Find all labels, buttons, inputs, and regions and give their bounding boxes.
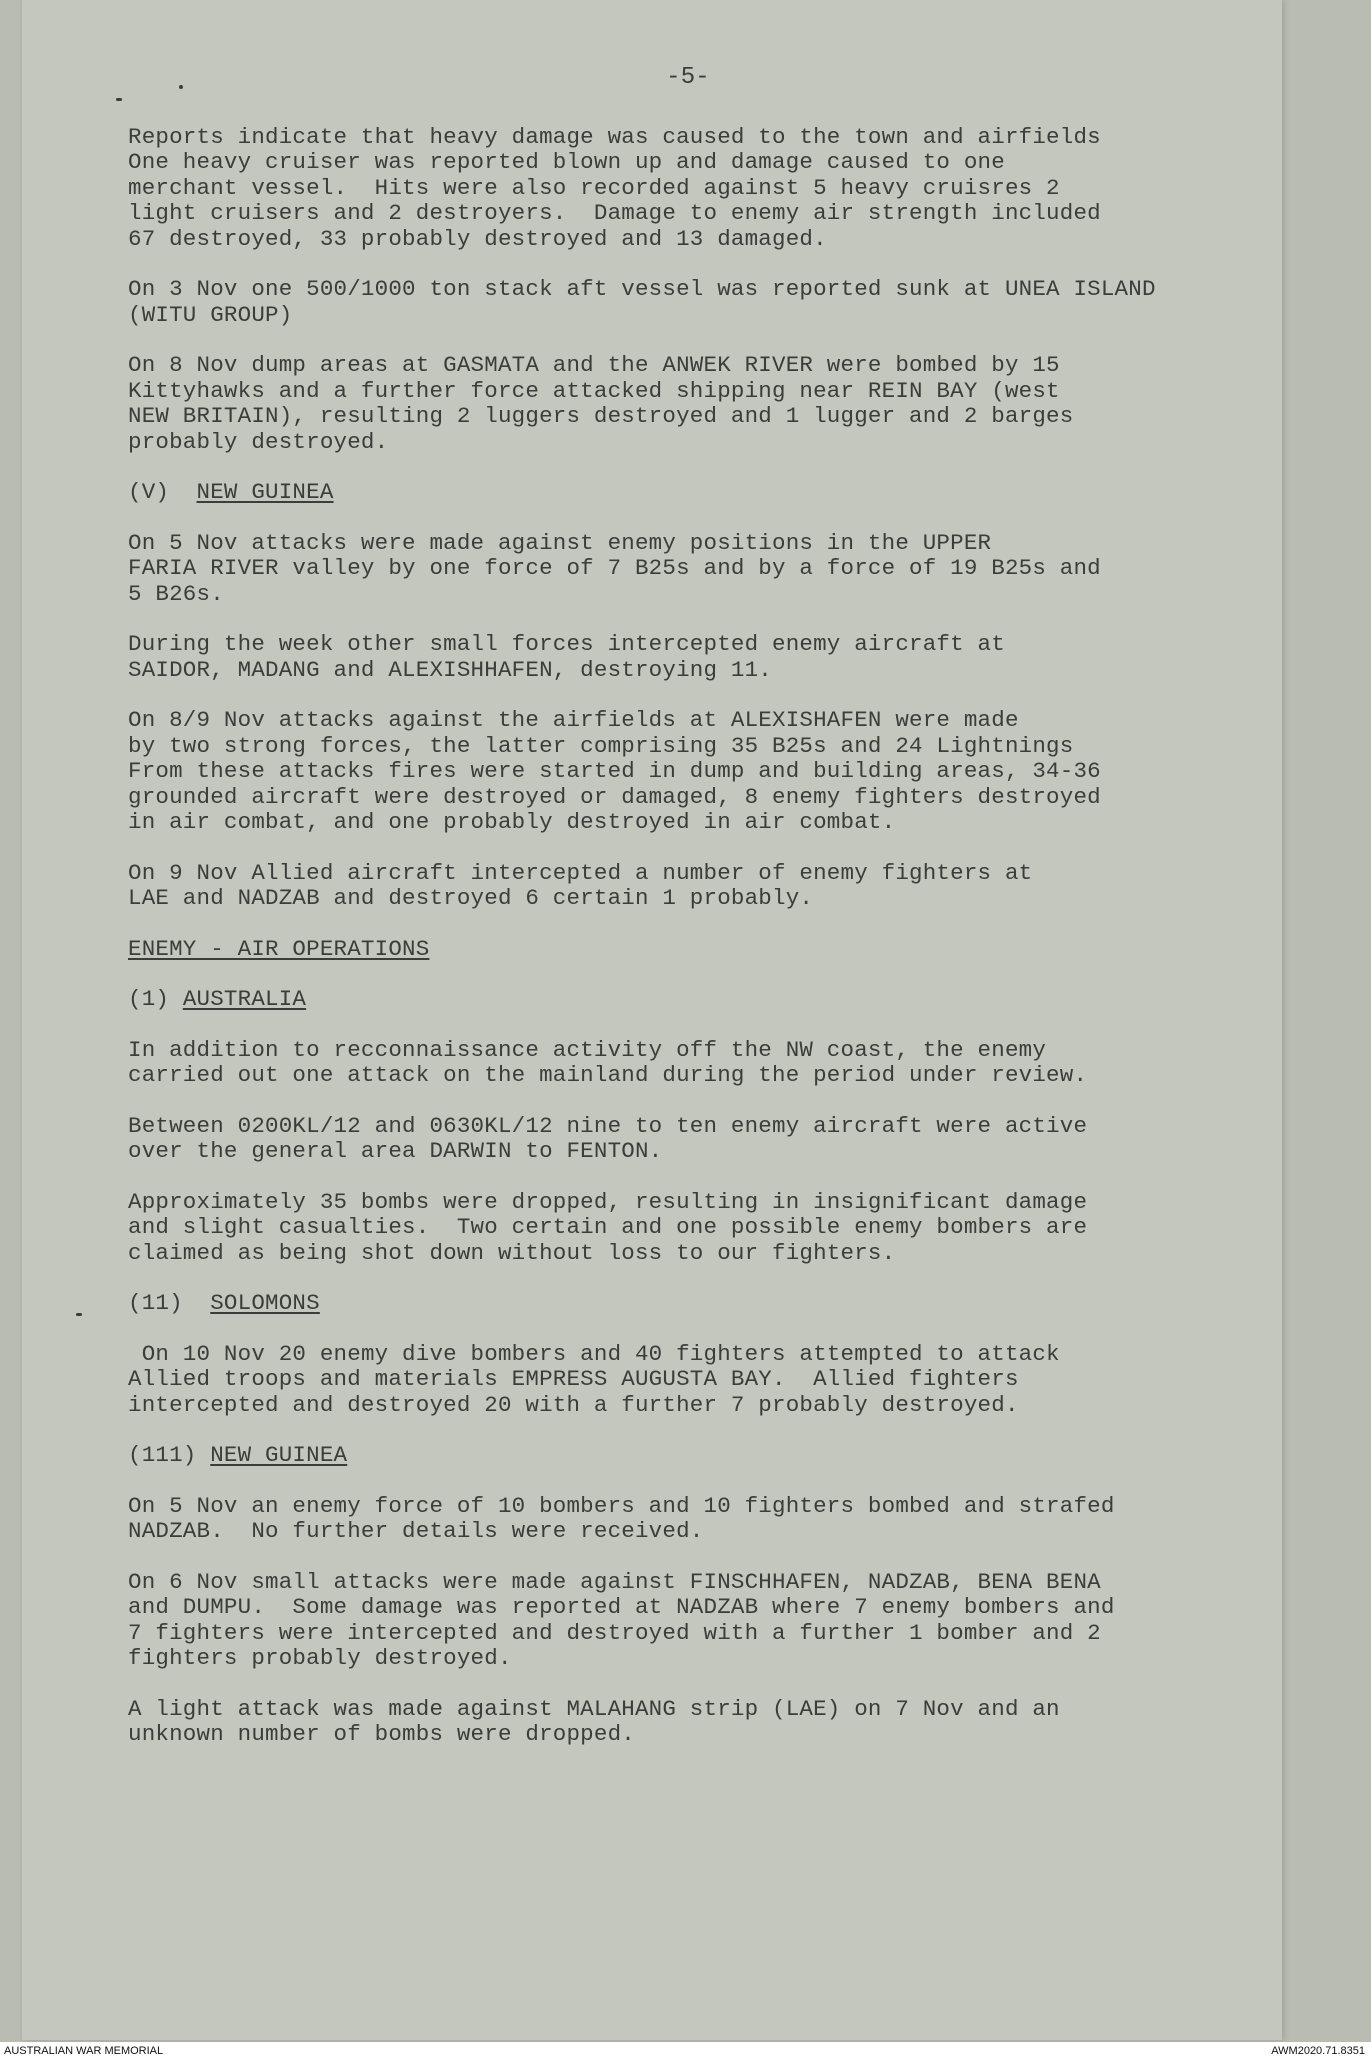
section-heading-v (128, 480, 1248, 506)
section-heading-11 (128, 1291, 1248, 1317)
section-number: (11) (128, 1290, 183, 1316)
paragraph-darwin: Between 0200KL/12 and 0630KL/12 nine to ten enemy aircraft were active over the general area DARWIN to FENTON. (128, 1112, 1088, 1164)
paragraph-lae-nadzab: On 9 Nov Allied aircraft intercepted a number of enemy fighters at LAE and NADZAB and destroyed 6 certain 1 probably. (128, 859, 1033, 911)
document-body (128, 65, 1248, 1773)
paragraph-saidor: During the week other small forces intercepted enemy aircraft at SAIDOR, MADANG and ALEXISHHAFEN, destroying 11. (128, 631, 1005, 683)
page-number: -5- (666, 64, 710, 91)
binding-mark (76, 1313, 82, 1316)
paragraph-unea-island: On 3 Nov one 500/1000 ton stack aft vessel was reported sunk at UNEA ISLAND (WITU GROUP) (128, 276, 1156, 328)
archive-reference: AWM2020.71.8351 (1271, 2045, 1365, 2057)
archive-name: AUSTRALIAN WAR MEMORIAL (4, 2045, 164, 2057)
paragraph-gasmata: On 8 Nov dump areas at GASMATA and the ANWEK RIVER were bombed by 15 Kittyhawks and a further force attacked shipping near REIN BAY (west NEW BRITAIN), resulting 2 luggers destroyed and 1 lugger and 2 barges probably destroyed. (128, 352, 1074, 455)
section-title: AUSTRALIA (182, 986, 307, 1012)
enemy-operations-heading: ENEMY - AIR OPERATIONS (128, 935, 430, 962)
section-title: NEW GUINEA (196, 479, 334, 505)
section-title: NEW GUINEA (210, 1442, 348, 1468)
archive-footer (0, 2042, 1371, 2061)
paragraph-nadzab-strafed: On 5 Nov an enemy force of 10 bombers and 10 fighters bombed and strafed NADZAB. No further details were received. (128, 1492, 1115, 1544)
paragraph-bombs-dropped: Approximately 35 bombs were dropped, resulting in insignificant damage and slight casualties. Two certain and one possible enemy bombers are claimed as being shot down without loss to our fighters. (128, 1188, 1088, 1266)
binding-mark (116, 98, 122, 101)
section-heading-111 (128, 1443, 1248, 1469)
paragraph-malahang: A light attack was made against MALAHANG strip (LAE) on 7 Nov and an unknown number of bombs were dropped. (128, 1695, 1060, 1747)
paragraph-reconnaissance: In addition to recconnaissance activity off the NW coast, the enemy carried out one attack on the mainland during the period under review. (128, 1036, 1088, 1088)
section-title: SOLOMONS (210, 1290, 320, 1316)
paragraph-alexishafen: On 8/9 Nov attacks against the airfields at ALEXISHAFEN were made by two strong forces, the latter comprising 35 B25s and 24 Lightnings From these attacks fires were started in dump and building areas, 34-36 grounded aircraft were destroyed or damaged, 8 enemy fighters destroyed in air combat, and one probably destroyed in air combat. (128, 707, 1101, 835)
paragraph-empress-augusta: On 10 Nov 20 enemy dive bombers and 40 fighters attempted to attack Allied troops and materials EMPRESS AUGUSTA BAY. Allied fighters intercepted and destroyed 20 with a further 7 probably destroyed. (128, 1340, 1060, 1418)
section-number: (V) (128, 479, 170, 505)
section-heading-1 (128, 987, 1248, 1013)
paragraph-upper-faria: On 5 Nov attacks were made against enemy positions in the UPPER FARIA RIVER valley by one force of 7 B25s and by a force of 19 B25s and 5 B26s. (128, 529, 1101, 607)
section-number: (1) (128, 986, 170, 1012)
paragraph-damage-report: Reports indicate that heavy damage was caused to the town and airfields One heavy cruiser was reported blown up and damage caused to one merchant vessel. Hits were also recorded against 5 heavy cruisres 2 light cruisers and 2 destroyers. Damage to enemy air strength included 67 destroyed, 33 probably destroyed and 13 damaged. (128, 123, 1101, 252)
section-number: (111) (128, 1442, 197, 1468)
paragraph-finschhafen: On 6 Nov small attacks were made against FINSCHHAFEN, NADZAB, BENA BENA and DUMPU. Some damage was reported at NADZAB where 7 enemy bombers and 7 fighters were intercepted and destroyed with a further 1 bomber and 2 fighters probably destroyed. (128, 1568, 1115, 1671)
